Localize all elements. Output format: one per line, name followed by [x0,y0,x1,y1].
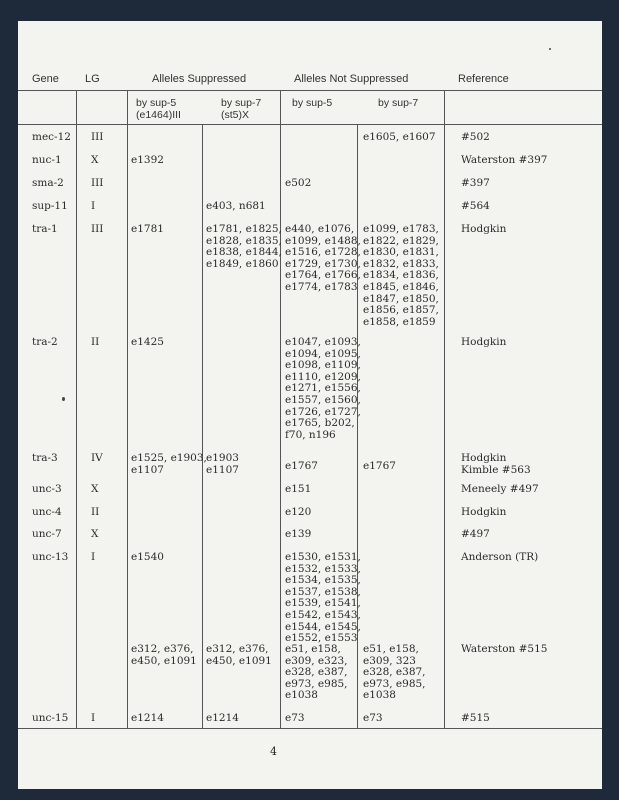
cell-suppressed-sup5: e1214 [131,712,164,724]
col-rule [202,124,203,728]
cell-lg: III [91,223,104,235]
cell-not-suppressed-sup5: e151 [285,483,312,495]
cell-suppressed-sup5: e1540 [131,551,164,563]
cell-not-suppressed-sup5: e73 [285,712,305,724]
cell-reference: #515 [461,712,490,724]
cell-reference: Hodgkin [461,223,507,235]
subheader-not-suppressed-sup7: by sup-7 [378,97,419,109]
cell-not-suppressed-sup5: e1530, e1531, e1532, e1533, e1534, e1535, e1537, e1538, e1539, e1541, e1542, e1543, e1544, e1545, e1552, e1553 [285,551,361,645]
cell-reference: #564 [461,200,490,212]
cell-gene: tra-3 [32,452,58,464]
cell-gene: tra-1 [32,223,58,235]
cell-lg: I [91,200,96,212]
speck [62,397,65,401]
col-rule [280,90,281,728]
document-page [18,21,602,789]
cell-gene: unc-13 [32,551,69,563]
subheader-not-suppressed-sup5: by sup-5 [292,97,333,109]
cell-suppressed-sup5: e1425 [131,336,164,348]
header-alleles-suppressed: Alleles Suppressed [152,73,247,85]
cell-not-suppressed-sup7: e1099, e1783, e1822, e1829, e1830, e1831, e1832, e1833, e1834, e1836, e1845, e1846, e1847, e1850, e1856, e1857, e1858, e1859 [363,223,439,328]
cell-lg: I [91,712,96,724]
cell-suppressed-sup7: e403, n681 [206,200,266,212]
cell-suppressed-sup5: e1781 [131,223,164,235]
cell-reference: #502 [461,131,490,143]
header-gene: Gene [32,73,59,85]
subheader-suppressed-sup5: by sup-5 (e1464)III [136,97,181,121]
cell-not-suppressed-sup7: e51, e158, e309, 323 e328, e387, e973, e985, e1038 [363,643,426,702]
col-rule [76,90,77,728]
cell-gene: unc-4 [32,506,62,518]
header-lg: LG [85,73,100,85]
speck [549,48,551,50]
cell-lg: II [91,506,100,518]
cell-suppressed-sup7: e1214 [206,712,239,724]
cell-lg: X [91,483,99,495]
cell-gene: sma-2 [32,177,64,189]
header-alleles-not-suppressed: Alleles Not Suppressed [294,73,409,85]
cell-reference: Hodgkin [461,336,507,348]
cell-reference: Hodgkin Kimble #563 [461,452,531,476]
subheader-suppressed-sup7: by sup-7 (st5)X [221,97,262,121]
cell-suppressed-sup5: e312, e376, e450, e1091 [131,643,197,667]
cell-suppressed-sup7: e312, e376, e450, e1091 [206,643,272,667]
cell-not-suppressed-sup5: e51, e158, e309, e323, e328, e387, e973, e985, e1038 [285,643,348,702]
header-bottom-rule [18,124,602,125]
cell-not-suppressed-sup5: e139 [285,528,312,540]
cell-lg: III [91,131,104,143]
cell-reference: Anderson (TR) [461,551,539,563]
cell-reference: #397 [461,177,490,189]
cell-not-suppressed-sup7: e1605, e1607 [363,131,436,143]
cell-reference: Waterston #397 [461,154,548,166]
cell-not-suppressed-sup5: e1047, e1093, e1094, e1095, e1098, e1109, e1110, e1209, e1271, e1556, e1557, e1560, e1726, e1727, e1765, b202, f70, n196 [285,336,361,441]
cell-lg: I [91,551,96,563]
cell-suppressed-sup5: e1392 [131,154,164,166]
cell-suppressed-sup5: e1525, e1903, e1107 [131,452,207,476]
cell-not-suppressed-sup5: e440, e1076, e1099, e1488, e1516, e1728, e1729, e1730, e1764, e1766, e1774, e1783 [285,223,361,293]
col-rule [444,90,445,728]
cell-reference: #497 [461,528,490,540]
cell-gene: unc-3 [32,483,62,495]
col-rule [127,90,128,728]
cell-reference: Hodgkin [461,506,507,518]
table-bottom-rule [18,728,602,729]
cell-lg: X [91,154,99,166]
cell-lg: III [91,177,104,189]
cell-not-suppressed-sup5: e1767 [285,460,318,472]
cell-lg: IV [91,452,103,464]
cell-gene: tra-2 [32,336,58,348]
cell-not-suppressed-sup7: e1767 [363,460,396,472]
cell-gene: sup-11 [32,200,68,212]
cell-suppressed-sup7: e1781, e1825, e1828, e1835, e1838, e1844, e1849, e1860 [206,223,282,270]
cell-suppressed-sup7: e1903 e1107 [206,452,239,476]
cell-gene: unc-7 [32,528,62,540]
cell-reference: Meneely #497 [461,483,539,495]
cell-not-suppressed-sup5: e502 [285,177,312,189]
cell-reference: Waterston #515 [461,643,548,655]
header-top-rule [18,90,602,91]
cell-lg: X [91,528,99,540]
header-reference: Reference [458,73,509,85]
cell-gene: mec-12 [32,131,71,143]
page-number: 4 [270,745,277,758]
cell-gene: unc-15 [32,712,69,724]
cell-lg: II [91,336,100,348]
cell-not-suppressed-sup5: e120 [285,506,312,518]
cell-gene: nuc-1 [32,154,62,166]
cell-not-suppressed-sup7: e73 [363,712,383,724]
